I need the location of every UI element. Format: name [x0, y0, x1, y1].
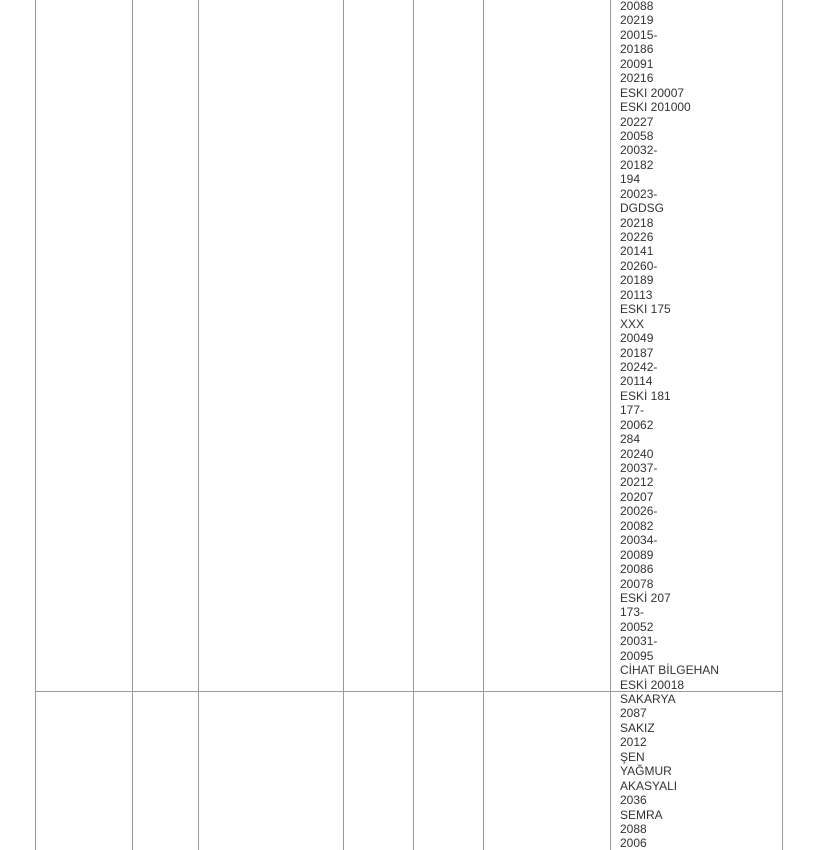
cell-line: 20182 [620, 157, 654, 172]
cell-line: 194 [620, 172, 641, 187]
column-border [35, 0, 36, 850]
cell-line: 20088 [620, 0, 654, 13]
cell-line: 20227 [620, 114, 654, 129]
cell-line: ESKİ 20018 [620, 677, 685, 692]
cell-line: ŞEN [620, 749, 645, 764]
cell-line: 20078 [620, 576, 654, 591]
column-border [343, 0, 344, 850]
cell-line: 20113 [620, 287, 653, 302]
cell-line: 20023- [620, 186, 658, 201]
cell-line: 20095 [620, 648, 654, 663]
cell-line: 20186 [620, 42, 654, 57]
cell-line: ESKI 20007 [620, 85, 685, 100]
table-cell-row-1 [620, 0, 719, 692]
cell-line: 177- [620, 403, 645, 418]
cell-line: SEMRA [620, 807, 663, 822]
cell-line: XXX [620, 316, 645, 331]
cell-line: 20216 [620, 71, 654, 86]
cell-line: 20260- [620, 258, 658, 273]
cell-line: 20226 [620, 230, 654, 244]
cell-line: AKASYALI [620, 778, 678, 793]
cell-line: 20026- [620, 504, 658, 519]
column-border [610, 0, 611, 850]
cell-line: 20062 [620, 417, 654, 432]
cell-line: 284 [620, 432, 641, 447]
cell-line: 20114 [620, 374, 653, 389]
column-border [782, 0, 783, 850]
cell-line: ESKİ 181 [620, 388, 671, 403]
cell-line: 20037- [620, 461, 658, 475]
cell-line: 20189 [620, 273, 654, 288]
cell-line: 20049 [620, 331, 654, 346]
cell-line: SAKIZ [620, 720, 655, 735]
cell-line: 20058 [620, 128, 654, 143]
cell-line: 2036 [620, 793, 647, 808]
cell-line: 20218 [620, 215, 654, 230]
cell-line: CİHAT BİLGEHAN [620, 663, 719, 678]
cell-line: 20031- [620, 634, 658, 649]
cell-line: ESKI 175 [620, 302, 671, 317]
cell-line: 20240 [620, 446, 654, 461]
cell-line: 20091 [620, 56, 654, 71]
cell-line: 20086 [620, 562, 654, 577]
cell-line: 20034- [620, 533, 658, 548]
cell-line: 20207 [620, 489, 654, 504]
column-border [198, 0, 199, 850]
cell-line: DGDSG [620, 201, 665, 216]
cell-line: 2087 [620, 706, 647, 721]
cell-line: 20032- [620, 143, 658, 158]
cell-line: 20089 [620, 547, 654, 562]
cell-line: 20052 [620, 619, 654, 634]
column-border [413, 0, 414, 850]
cell-line: 2012 [620, 735, 647, 750]
cell-line: 2006 [620, 836, 647, 850]
cell-line: 20082 [620, 518, 654, 533]
cell-line: 20187 [620, 345, 654, 360]
table-cell-row-2 [620, 692, 677, 850]
cell-line: ESKİ 207 [620, 590, 671, 605]
cell-line: 20015- [620, 27, 658, 42]
cell-line: 20219 [620, 13, 654, 28]
cell-line: 20141 [620, 244, 654, 259]
cell-line: 20242- [620, 359, 658, 374]
column-border [483, 0, 484, 850]
cell-line: ESKI 201000 [620, 100, 691, 115]
cell-line: SAKARYA [620, 692, 676, 706]
cell-line: 2088 [620, 821, 647, 836]
cell-line: YAĞMUR [620, 764, 672, 779]
cell-line: 20212 [620, 475, 654, 490]
cell-line: 173- [620, 605, 645, 620]
column-border [132, 0, 133, 850]
